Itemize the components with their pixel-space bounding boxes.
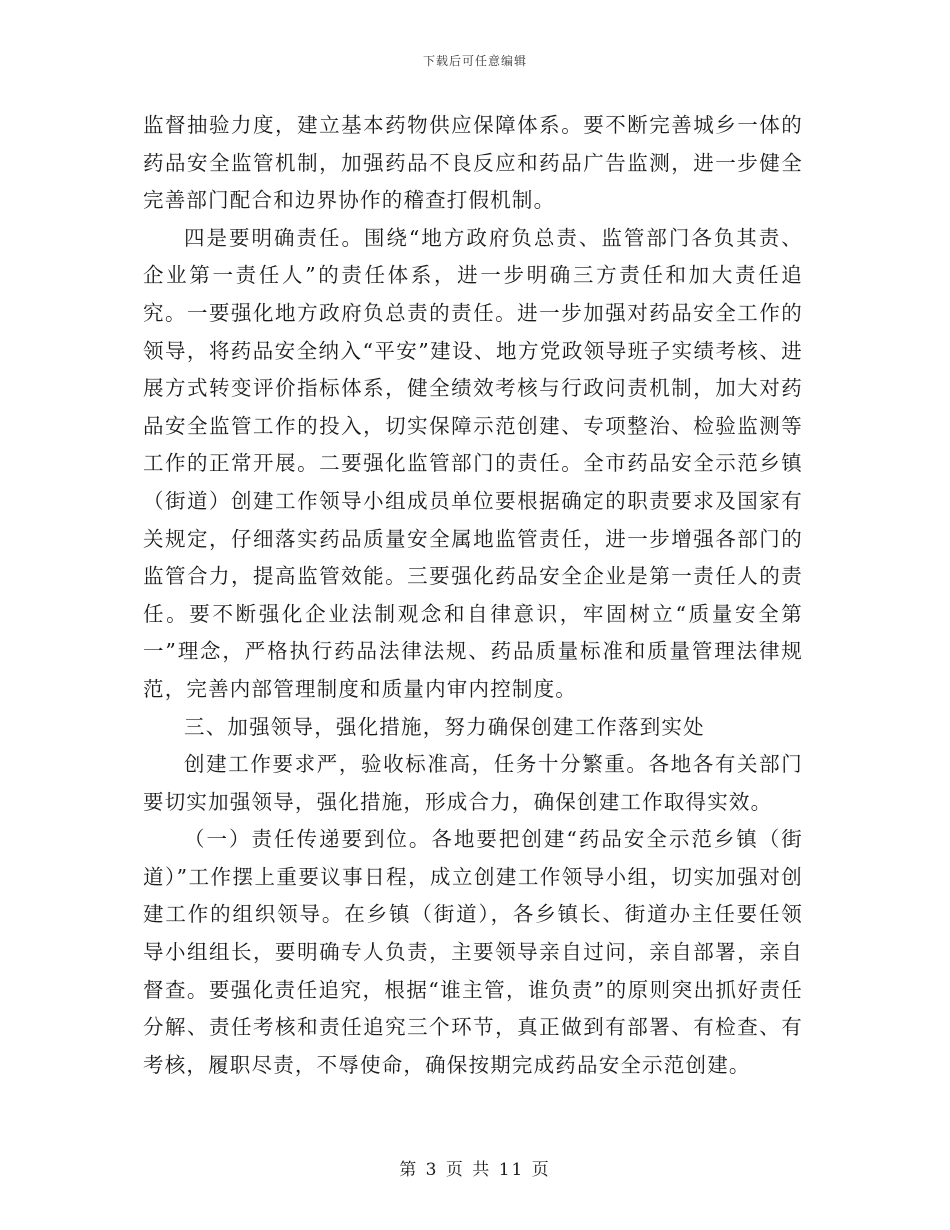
section-heading: 三、加强领导，强化措施，努力确保创建工作落到实处: [184, 714, 705, 739]
paragraph-continuation: 监督抽验力度，建立基本药物供应保障体系。要不断完善城乡一体的药品安全监管机制，加强药品不良反应和药品广告监测，进一步健全完善部门配合和边界协作的稽查打假机制。: [143, 113, 803, 213]
document-body: [143, 107, 803, 1084]
page-number-footer: 第 3 页 共 11 页: [399, 1160, 551, 1180]
paragraph-intro: 创建工作要求严，验收标准高，任务十分繁重。各地各有关部门要切实加强领导，强化措施，形成合力，确保创建工作取得实效。: [143, 752, 803, 814]
page-header: 下载后可任意编辑: [422, 54, 527, 68]
paragraph-subsection-one: （一）责任传递要到位。各地要把创建“药品安全示范乡镇（街道）”工作摆上重要议事日程，成立创建工作领导小组，切实加强对创建工作的组织领导。在乡镇（街道），各乡镇长、街道办主任要任领导小组组长，要明确专人负责，主要领导亲自过问，亲自部署，亲自督查。要强化责任追究，根据“谁主管，谁负责”的原则突出抓好责任分解、责任考核和责任追究三个环节，真正做到有部署、有检查、有考核，履职尽责，不辱使命，确保按期完成药品安全示范创建。: [143, 827, 803, 1077]
paragraph-responsibility: 四是要明确责任。围绕“地方政府负总责、监管部门各负其责、企业第一责任人”的责任体系，进一步明确三方责任和加大责任追究。一要强化地方政府负总责的责任。进一步加强对药品安全工作的领导，将药品安全纳入“平安”建设、地方党政领导班子实绩考核、进展方式转变评价指标体系，健全绩效考核与行政问责机制，加大对药品安全监管工作的投入，切实保障示范创建、专项整治、检验监测等工作的正常开展。二要强化监管部门的责任。全市药品安全示范乡镇（街道）创建工作领导小组成员单位要根据确定的职责要求及国家有关规定，仔细落实药品质量安全属地监管责任，进一步增强各部门的监管合力，提高监管效能。三要强化药品安全企业是第一责任人的责任。要不断强化企业法制观念和自律意识，牢固树立“质量安全第一”理念，严格执行药品法律法规、药品质量标准和质量管理法律规范，完善内部管理制度和质量内审内控制度。: [143, 225, 803, 701]
